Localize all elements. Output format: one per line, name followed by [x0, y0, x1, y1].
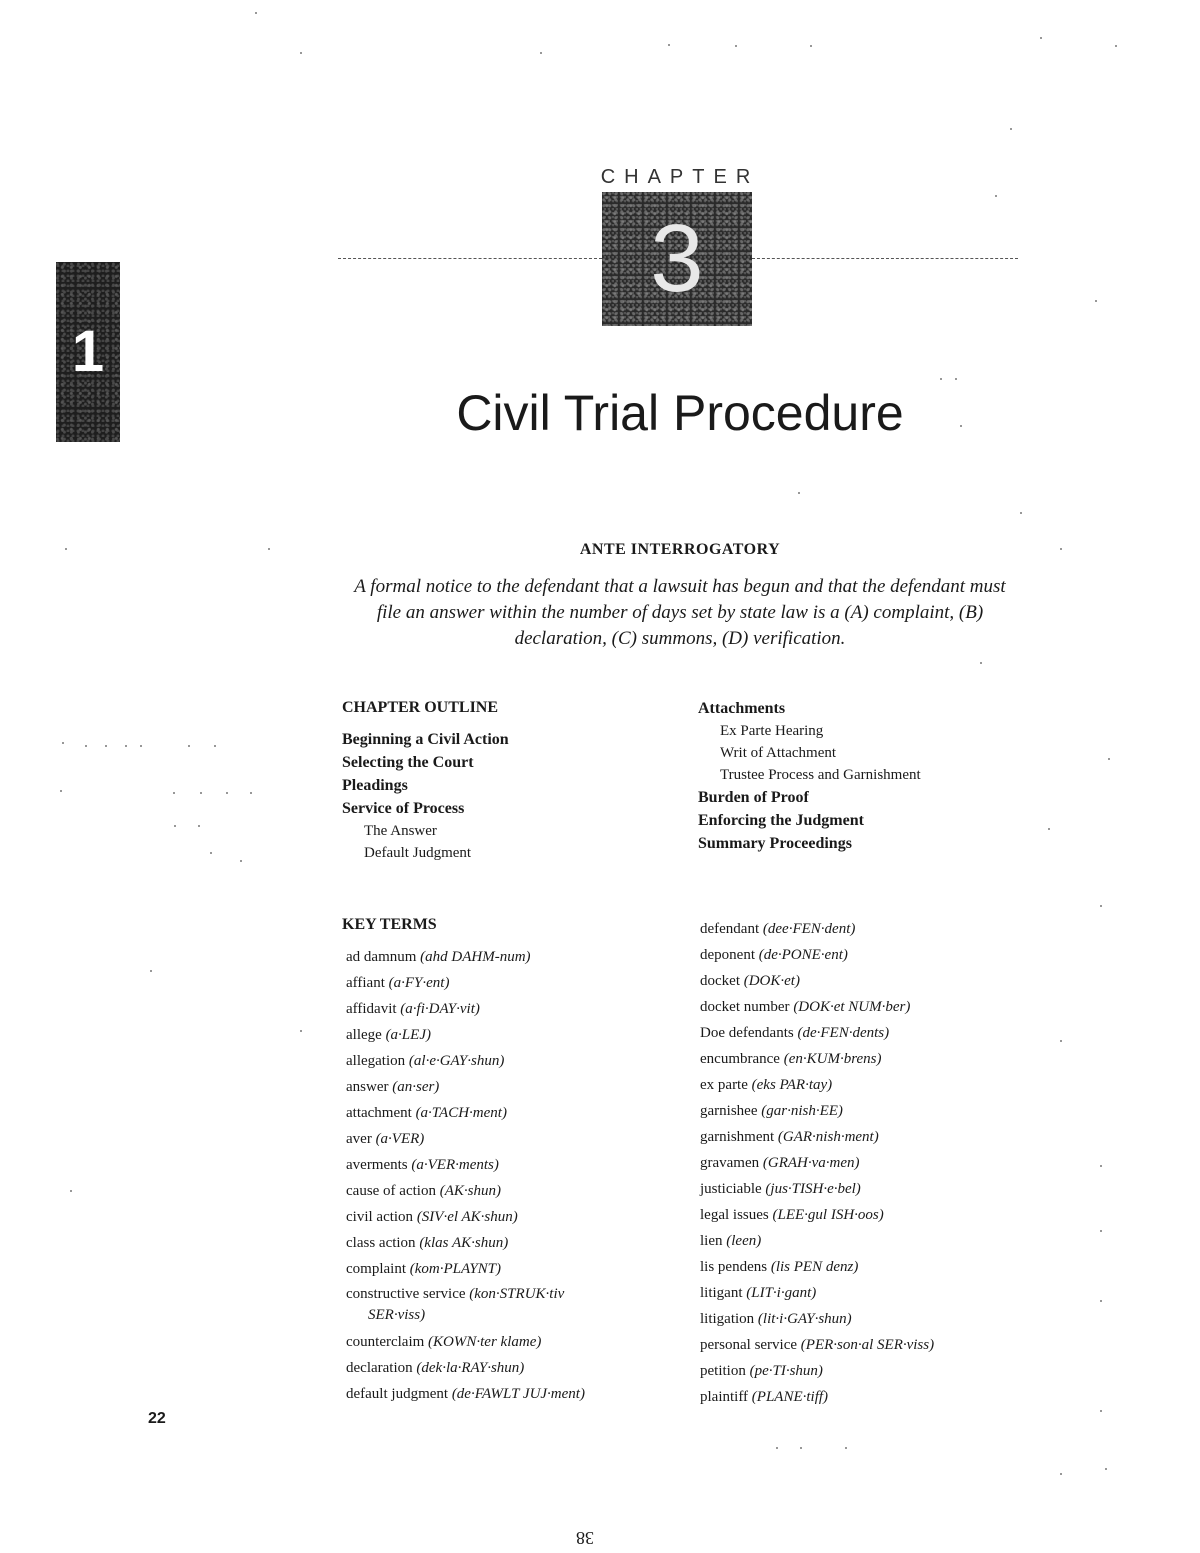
ante-interrogatory-question: A formal notice to the defendant that a lawsuit has begun and that the defendant must file an answer within the number of days set by state law is a (A) complaint, (B) declaration, (C) summons, (D) verification. [354, 576, 1006, 649]
scan-speck [85, 745, 87, 747]
key-term-pronunciation: (lit·i·GAY·shun) [757, 1311, 852, 1327]
key-term-pronunciation: (a·TACH·ment) [415, 1105, 507, 1121]
scan-speck [1100, 1165, 1102, 1167]
scan-speck [798, 492, 800, 494]
key-term-pronunciation: (an·ser) [392, 1079, 440, 1095]
key-term-word: class action [346, 1235, 416, 1251]
scan-speck [70, 1190, 72, 1192]
chapter-number: 3 [650, 205, 704, 312]
key-term [346, 1100, 666, 1126]
scan-speck [300, 52, 302, 54]
key-term-word: constructive service [346, 1286, 466, 1302]
chapter-number-box [602, 192, 752, 326]
scan-speck [1010, 128, 1012, 130]
key-term-word: legal issues [700, 1207, 769, 1223]
scan-speck [668, 44, 670, 46]
key-term [700, 994, 1020, 1020]
key-term-pronunciation: (al·e·GAY·shun) [408, 1053, 505, 1069]
key-term-pronunciation: (kom·PLAYNT) [409, 1261, 502, 1277]
key-term-pronunciation: (dek·la·RAY·shun) [416, 1360, 525, 1376]
scan-speck [268, 548, 270, 550]
scan-speck [1100, 1410, 1102, 1412]
scan-speck [1020, 512, 1022, 514]
key-term-word: allegation [346, 1053, 406, 1069]
key-term-word: allege [346, 1027, 382, 1043]
key-term-pronunciation: (PER·son·al SER·viss) [800, 1337, 935, 1353]
scan-speck [60, 790, 62, 792]
outline-subitem: Writ of Attachment [720, 745, 837, 761]
key-term [700, 1306, 1020, 1332]
key-term-pronunciation: (GAR·nish·ment) [777, 1129, 879, 1145]
key-term-word: declaration [346, 1360, 413, 1376]
part-number: 1 [71, 319, 105, 384]
key-term-word: plaintiff [700, 1389, 749, 1405]
key-term [346, 1048, 666, 1074]
chapter-outline-right-column [698, 697, 1018, 855]
scan-speck [140, 745, 142, 747]
chapter-title: Civil Trial Procedure [456, 385, 904, 441]
dashed-rule-right [752, 258, 1018, 259]
outline-item: Burden of Proof [698, 789, 809, 806]
key-term-word: docket number [700, 999, 790, 1015]
key-term-word: garnishment [700, 1129, 775, 1145]
scan-speck [65, 548, 67, 550]
dashed-rule-left [338, 258, 602, 259]
key-term-word: defendant [700, 921, 760, 937]
scan-speck [240, 860, 242, 862]
key-term-pronunciation: (en·KUM·brens) [783, 1051, 882, 1067]
scan-speck [1108, 758, 1110, 760]
key-term [700, 1124, 1020, 1150]
key-term-pronunciation: (LIT·i·gant) [746, 1285, 817, 1301]
key-term [346, 996, 666, 1022]
key-term [346, 944, 666, 970]
key-term-pronunciation: (AK·shun) [439, 1183, 501, 1199]
outline-subitem: Ex Parte Hearing [720, 723, 824, 739]
scan-speck [1060, 1473, 1062, 1475]
scan-speck [980, 662, 982, 664]
scan-speck [105, 745, 107, 747]
scan-speck [735, 45, 737, 47]
key-term-pronunciation: (GRAH·va·men) [762, 1155, 860, 1171]
key-term-pronunciation: (pe·TI·shun) [749, 1363, 823, 1379]
scan-speck [810, 45, 812, 47]
key-term-word: affiant [346, 975, 385, 991]
key-term-pronunciation: (LEE·gul ISH·oos) [772, 1207, 884, 1223]
key-term-pronunciation: (kon·STRUK·tiv [469, 1286, 565, 1302]
scan-speck [300, 1030, 302, 1032]
key-terms-left-column [346, 944, 666, 1407]
outline-item: Enforcing the Judgment [698, 812, 864, 829]
key-term [700, 1280, 1020, 1306]
scan-speck [1095, 300, 1097, 302]
outline-item: Selecting the Court [342, 754, 474, 771]
scan-speck [1060, 1040, 1062, 1042]
key-term [700, 916, 1020, 942]
key-term [346, 1256, 666, 1282]
scan-speck [1040, 37, 1042, 39]
key-term-pronunciation: (DOK·et) [743, 973, 800, 989]
page-number: 22 [148, 1410, 166, 1427]
scan-speck [1100, 905, 1102, 907]
key-term-word: litigation [700, 1311, 755, 1327]
key-term-word: attachment [346, 1105, 412, 1121]
key-term-word: encumbrance [700, 1051, 780, 1067]
scan-speck [1105, 1468, 1107, 1470]
key-term-pronunciation: (leen) [726, 1233, 762, 1249]
key-term [700, 968, 1020, 994]
key-term-pronunciation: (PLANE·tiff) [751, 1389, 829, 1405]
key-term [346, 1074, 666, 1100]
outline-subitem: Trustee Process and Garnishment [720, 767, 921, 783]
outline-item: Pleadings [342, 777, 408, 794]
scan-speck [200, 792, 202, 794]
key-term [700, 1150, 1020, 1176]
key-term-pronunciation: (lis PEN denz) [770, 1259, 859, 1275]
key-term-word: default judgment [346, 1386, 449, 1402]
scan-speck [226, 792, 228, 794]
key-term-word: ad damnum [346, 949, 417, 965]
key-term [346, 1178, 666, 1204]
key-term-word: complaint [346, 1261, 406, 1277]
key-term [700, 1202, 1020, 1228]
key-term-word: petition [700, 1363, 746, 1379]
key-term-pronunciation: (a·FY·ent) [388, 975, 450, 991]
key-term-word: lien [700, 1233, 723, 1249]
key-term [346, 1329, 666, 1355]
key-term [700, 1228, 1020, 1254]
scan-speck [995, 195, 997, 197]
ante-interrogatory-heading: ANTE INTERROGATORY [579, 541, 781, 558]
key-term [700, 1046, 1020, 1072]
scan-speck [776, 1447, 778, 1449]
key-term-word: aver [346, 1131, 372, 1147]
key-terms-right-column [700, 916, 1020, 1410]
scan-speck [198, 825, 200, 827]
key-term-pronunciation: (ahd DAHM-num) [420, 949, 531, 965]
key-term-word: civil action [346, 1209, 414, 1225]
scan-speck [1100, 1300, 1102, 1302]
scan-speck [940, 378, 942, 380]
key-term-pronunciation: (klas AK·shun) [419, 1235, 509, 1251]
chapter-label: CHAPTER [600, 166, 760, 188]
scan-speck [174, 825, 176, 827]
scan-speck [800, 1447, 802, 1449]
key-term-word: litigant [700, 1285, 743, 1301]
key-term-pronunciation: (KOWN·ter klame) [428, 1334, 542, 1350]
key-term-word: lis pendens [700, 1259, 768, 1275]
scan-speck [210, 852, 212, 854]
key-term-pronunciation: (de·FAWLT JUJ·ment) [451, 1386, 585, 1402]
chapter-outline-left-column [342, 728, 662, 864]
key-term-word: affidavit [346, 1001, 397, 1017]
scan-speck [188, 745, 190, 747]
key-term-word: gravamen [700, 1155, 760, 1171]
key-term-word: averments [346, 1157, 408, 1173]
scan-speck [1048, 828, 1050, 830]
key-term-word: docket [700, 973, 740, 989]
scan-speck [1060, 548, 1062, 550]
key-term-pronunciation-continued: SER·viss) [368, 1307, 426, 1323]
key-term-pronunciation: (jus·TISH·e·bel) [765, 1181, 861, 1197]
key-term-pronunciation: (a·VER) [375, 1131, 425, 1147]
key-term-pronunciation: (DOK·et NUM·ber) [793, 999, 911, 1015]
key-term-pronunciation: (de·PONE·ent) [758, 947, 848, 963]
key-term-pronunciation: (a·LEJ) [385, 1027, 431, 1043]
key-term [700, 1384, 1020, 1410]
key-term [346, 1022, 666, 1048]
part-side-tab [56, 262, 120, 442]
key-term-pronunciation: (dee·FEN·dent) [762, 921, 856, 937]
key-term [700, 1098, 1020, 1124]
key-term [700, 1020, 1020, 1046]
key-term [700, 1358, 1020, 1384]
key-term-pronunciation: (de·FEN·dents) [797, 1025, 890, 1041]
scan-speck [1115, 45, 1117, 47]
key-term-pronunciation: (SIV·el AK·shun) [416, 1209, 518, 1225]
outline-item: Attachments [698, 700, 786, 717]
outline-item: Summary Proceedings [698, 835, 852, 852]
key-term [346, 1230, 666, 1256]
scan-speck [150, 970, 152, 972]
scan-speck [955, 378, 957, 380]
key-term [346, 1355, 666, 1381]
scan-speck [540, 52, 542, 54]
key-term [700, 942, 1020, 968]
key-term-word: counterclaim [346, 1334, 425, 1350]
key-term-word: justiciable [700, 1181, 762, 1197]
key-term-pronunciation: (a·VER·ments) [411, 1157, 499, 1173]
scan-speck [1100, 1230, 1102, 1232]
key-term [346, 1126, 666, 1152]
outline-subitem: The Answer [364, 823, 437, 839]
key-term-pronunciation: (a·fi·DAY·vit) [400, 1001, 480, 1017]
chapter-outline-heading: CHAPTER OUTLINE [342, 699, 499, 716]
scan-speck [960, 425, 962, 427]
scan-speck [255, 12, 257, 14]
outline-subitem: Default Judgment [364, 845, 472, 861]
key-term-word: personal service [700, 1337, 798, 1353]
scan-speck [214, 745, 216, 747]
scan-speck [845, 1447, 847, 1449]
scan-speck [62, 742, 64, 744]
key-term [346, 1204, 666, 1230]
key-term-pronunciation: (eks PAR·tay) [751, 1077, 833, 1093]
key-term-word: Doe defendants [700, 1025, 794, 1041]
key-term [700, 1072, 1020, 1098]
key-term-word: cause of action [346, 1183, 436, 1199]
key-term [346, 970, 666, 996]
key-term-word: ex parte [700, 1077, 748, 1093]
scan-speck [173, 792, 175, 794]
key-term [700, 1176, 1020, 1202]
key-term [346, 1152, 666, 1178]
key-term-word: answer [346, 1079, 389, 1095]
key-term [700, 1254, 1020, 1280]
scan-speck [125, 745, 127, 747]
outline-item: Service of Process [342, 800, 465, 817]
key-term [346, 1282, 666, 1329]
key-term-word: garnishee [700, 1103, 758, 1119]
outline-item: Beginning a Civil Action [342, 731, 509, 748]
key-terms-heading: KEY TERMS [342, 916, 437, 933]
scan-page-number: 38 [576, 1528, 594, 1548]
key-term-word: deponent [700, 947, 755, 963]
key-term [700, 1332, 1020, 1358]
key-term [346, 1381, 666, 1407]
key-term-pronunciation: (gar·nish·EE) [761, 1103, 843, 1119]
scan-speck [250, 792, 252, 794]
